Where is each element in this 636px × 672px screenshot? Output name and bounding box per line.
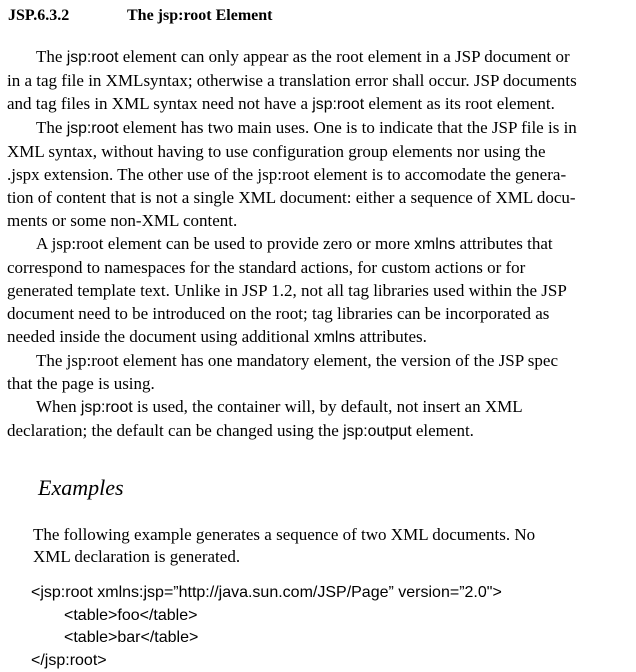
text-run: ments or some non-XML content. [7,211,237,230]
text-run: .jspx extension. The other use of the jsp:root element is to accomodate the genera- [7,165,566,184]
inline-code-term: jsp:root [67,120,119,137]
body-paragraphs [7,45,630,443]
inline-code-term: jsp:output [343,423,412,440]
text-run: The [36,118,67,137]
text-run: that the page is using. [7,374,155,393]
examples-paragraph [33,524,630,568]
text-line [7,256,630,279]
text-run: The following example generates a sequence of two XML documents. No [33,525,535,544]
text-run: element as its root element. [364,94,555,113]
text-run: attributes. [355,327,427,346]
code-block [31,582,630,672]
text-line [7,349,630,372]
text-line [7,116,630,140]
text-line [33,546,630,568]
text-run: The [36,47,67,66]
inline-code-term: jsp:root [312,96,364,113]
text-line [7,209,630,232]
text-line [7,395,630,419]
paragraph [7,45,630,116]
section-heading [8,6,630,26]
text-line [7,302,630,325]
text-run: attributes that [455,234,552,253]
text-run: tion of content that is not a single XML document: either a sequence of XML docu- [7,188,576,207]
text-run: The jsp:root element has one mandatory element, the version of the JSP spec [36,351,558,370]
text-run: declaration; the default can be changed using the [7,421,343,440]
section-title: The jsp:root Element [127,6,272,26]
text-line [7,163,630,186]
text-run: A jsp:root element can be used to provide zero or more [36,234,414,253]
code-line: </jsp:root> [31,650,630,672]
text-run: needed inside the document using additional [7,327,314,346]
code-line: <table>bar</table> [31,627,630,650]
text-run: XML declaration is generated. [33,547,240,566]
text-line [7,419,630,443]
text-line [33,524,630,546]
text-run: in a tag file in XMLsyntax; otherwise a translation error shall occur. JSP documents [7,71,577,90]
paragraph [7,395,630,443]
text-run: XML syntax, without having to use configuration group elements nor using the [7,142,546,161]
text-line [7,69,630,92]
inline-code-term: xmlns [314,329,355,346]
text-run: generated template text. Unlike in JSP 1.2, not all tag libraries used within the JSP [7,281,567,300]
code-line: <table>foo</table> [31,605,630,628]
text-run: is used, the container will, by default, not insert an XML [133,397,523,416]
inline-code-term: xmlns [414,236,455,253]
text-run: element has two main uses. One is to indicate that the JSP file is in [119,118,577,137]
text-run: element can only appear as the root element in a JSP document or [119,47,570,66]
text-line [7,372,630,395]
inline-code-term: jsp:root [67,49,119,66]
text-run: When [36,397,81,416]
text-line [7,279,630,302]
text-line [7,325,630,349]
examples-heading: Examples [38,475,630,501]
paragraph [7,232,630,349]
text-run: element. [412,421,474,440]
inline-code-term: jsp:root [81,399,133,416]
text-line [7,92,630,116]
text-run: document need to be introduced on the root; tag libraries can be incorporated as [7,304,549,323]
text-line [7,232,630,256]
text-line [7,186,630,209]
code-line: <jsp:root xmlns:jsp=”http://java.sun.com/JSP/Page” version=”2.0"> [31,582,630,605]
section-number: JSP.6.3.2 [8,6,127,26]
paragraph [7,349,630,395]
text-run: and tag files in XML syntax need not have a [7,94,312,113]
paragraph [7,116,630,232]
text-run: correspond to namespaces for the standard actions, for custom actions or for [7,258,525,277]
text-line [7,45,630,69]
text-line [7,140,630,163]
